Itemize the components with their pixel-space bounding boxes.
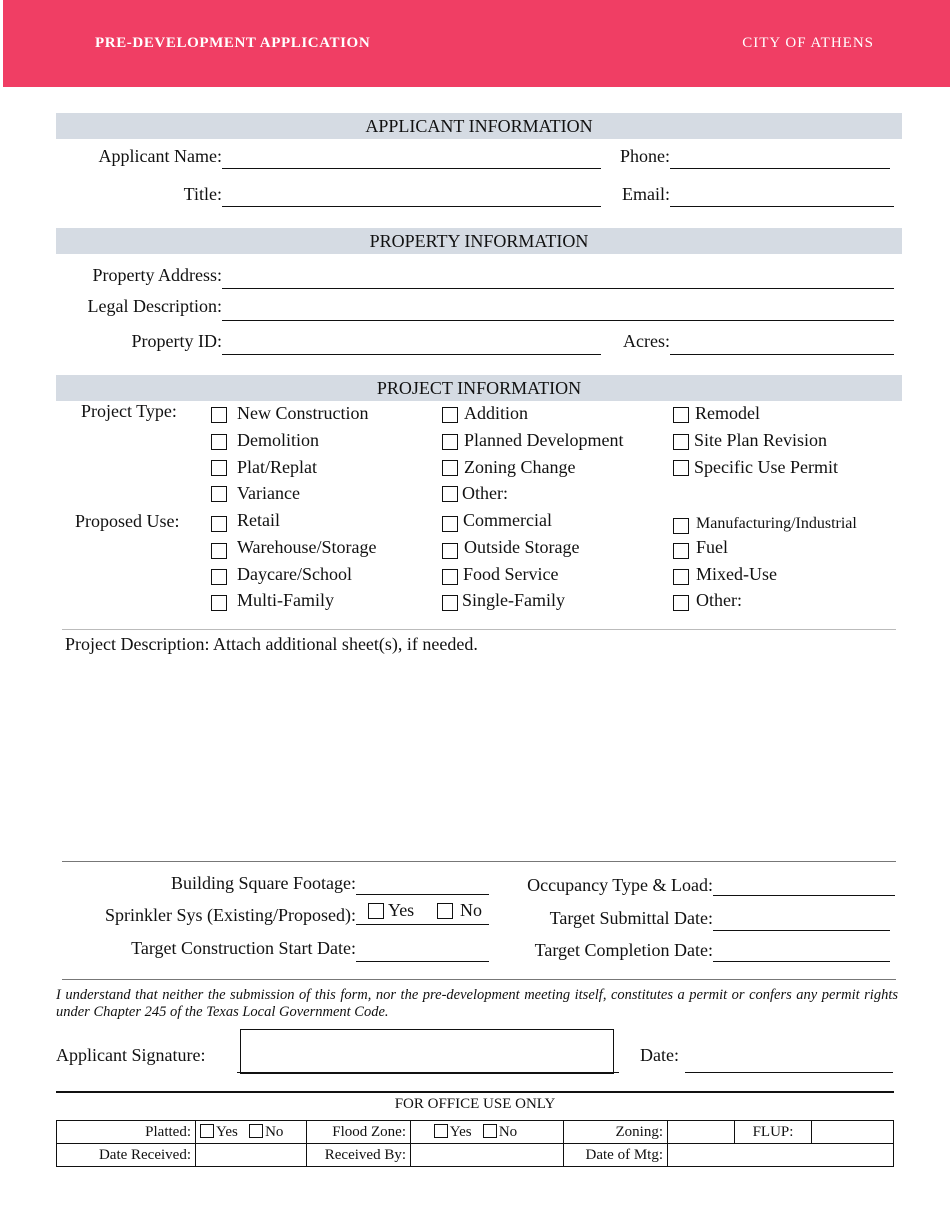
checkbox-fuel[interactable] xyxy=(673,543,689,559)
option-multi-family: Multi-Family xyxy=(237,590,335,610)
email-field[interactable] xyxy=(670,206,894,207)
signature-label: Applicant Signature: xyxy=(56,1045,206,1065)
checkbox-remodel[interactable] xyxy=(673,407,689,423)
applicant-name-field[interactable] xyxy=(222,168,601,169)
applicant-name-label: Applicant Name: xyxy=(98,146,222,166)
zoning-label: Zoning: xyxy=(564,1121,668,1144)
option-manufacturing-industrial: Manufacturing/Industrial xyxy=(696,515,857,532)
checkbox-daycare-school[interactable] xyxy=(211,569,227,585)
phone-field[interactable] xyxy=(670,168,890,169)
flood-yes-checkbox[interactable] xyxy=(434,1124,448,1138)
option-zoning-change: Zoning Change xyxy=(464,457,576,477)
checkbox-manufacturing-industrial[interactable] xyxy=(673,518,689,534)
date-received-label: Date Received: xyxy=(57,1144,196,1167)
signature-underline xyxy=(237,1072,619,1073)
checkbox-single-family[interactable] xyxy=(442,595,458,611)
platted-yes-label: Yes xyxy=(216,1123,238,1140)
checkbox-planned-development[interactable] xyxy=(442,434,458,450)
phone-label: Phone: xyxy=(619,146,670,166)
legal-description-field[interactable] xyxy=(222,320,894,321)
acres-field[interactable] xyxy=(670,354,894,355)
sprinkler-field-line xyxy=(356,924,489,925)
property-section-header: PROPERTY INFORMATION xyxy=(56,228,902,254)
checkbox-variance[interactable] xyxy=(211,486,227,502)
option-daycare-school: Daycare/School xyxy=(237,564,352,584)
target-submittal-label: Target Submittal Date: xyxy=(549,908,713,928)
sprinkler-no-checkbox[interactable] xyxy=(437,903,453,919)
option-mixed-use: Mixed-Use xyxy=(696,564,777,584)
option-food-service: Food Service xyxy=(463,564,559,584)
property-id-field[interactable] xyxy=(222,354,601,355)
option-single-family: Single-Family xyxy=(462,590,565,610)
flup-label: FLUP: xyxy=(735,1121,812,1144)
checkbox-demolition[interactable] xyxy=(211,434,227,450)
option-addition: Addition xyxy=(464,403,529,423)
office-divider xyxy=(56,1091,894,1093)
target-completion-field[interactable] xyxy=(713,961,890,962)
checkbox-specific-use-permit[interactable] xyxy=(673,460,689,476)
date-received-field[interactable] xyxy=(196,1144,307,1167)
city-name: CITY OF ATHENS xyxy=(742,35,874,51)
zoning-field[interactable] xyxy=(668,1121,735,1144)
sprinkler-yes-label: Yes xyxy=(388,900,415,920)
flood-no-label: No xyxy=(498,1123,518,1140)
option-fuel: Fuel xyxy=(696,537,729,557)
checkbox-commercial[interactable] xyxy=(442,516,458,532)
platted-label: Platted: xyxy=(57,1121,196,1144)
signature-date-label: Date: xyxy=(640,1045,679,1065)
checkbox-zoning-change[interactable] xyxy=(442,460,458,476)
target-submittal-field[interactable] xyxy=(713,930,890,931)
target-completion-label: Target Completion Date: xyxy=(534,940,713,960)
checkbox-site-plan-revision[interactable] xyxy=(673,434,689,450)
platted-yes-checkbox[interactable] xyxy=(200,1124,214,1138)
platted-options xyxy=(196,1121,307,1144)
checkbox-new-construction[interactable] xyxy=(211,407,227,423)
flood-no-checkbox[interactable] xyxy=(483,1124,497,1138)
checkbox-addition[interactable] xyxy=(442,407,458,423)
checkbox-food-service[interactable] xyxy=(442,569,458,585)
sprinkler-yes-checkbox[interactable] xyxy=(368,903,384,919)
divider xyxy=(62,979,896,980)
header-banner xyxy=(3,0,950,87)
option-plat-replat: Plat/Replat xyxy=(237,457,317,477)
email-label: Email: xyxy=(622,184,670,204)
project-description-label: Project Description: Attach additional sheet(s), if needed. xyxy=(65,634,478,654)
checkbox-outside-storage[interactable] xyxy=(442,543,458,559)
acres-label: Acres: xyxy=(623,331,670,351)
disclaimer-text: I understand that neither the submission of this form, nor the pre-development meeting itself, constitutes a permit or confers any permit rights under Chapter 245 of the Texas Local Government Code. xyxy=(56,987,898,1020)
date-of-mtg-label: Date of Mtg: xyxy=(564,1144,668,1167)
option-planned-development: Planned Development xyxy=(464,430,624,450)
option-retail: Retail xyxy=(237,510,280,530)
platted-no-checkbox[interactable] xyxy=(249,1124,263,1138)
property-id-label: Property ID: xyxy=(131,331,222,351)
checkbox-multi-family[interactable] xyxy=(211,595,227,611)
option-type-other: Other: xyxy=(462,483,508,503)
flup-field[interactable] xyxy=(812,1121,894,1144)
title-field[interactable] xyxy=(222,206,601,207)
divider xyxy=(62,861,896,862)
legal-description-label: Legal Description: xyxy=(87,296,222,316)
occupancy-field[interactable] xyxy=(713,895,895,896)
flood-yes-label: Yes xyxy=(449,1123,472,1140)
divider xyxy=(62,629,896,630)
sprinkler-no-label: No xyxy=(460,900,482,920)
project-description-area[interactable] xyxy=(62,660,896,860)
construction-start-field[interactable] xyxy=(356,961,489,962)
flood-zone-label: Flood Zone: xyxy=(307,1121,411,1144)
option-specific-use-permit: Specific Use Permit xyxy=(694,457,838,477)
proposed-use-label: Proposed Use: xyxy=(75,511,180,531)
checkbox-type-other[interactable] xyxy=(442,486,458,502)
checkbox-plat-replat[interactable] xyxy=(211,460,227,476)
option-demolition: Demolition xyxy=(237,430,319,450)
option-variance: Variance xyxy=(237,483,300,503)
signature-date-field[interactable] xyxy=(685,1072,893,1073)
option-outside-storage: Outside Storage xyxy=(464,537,580,557)
platted-no-label: No xyxy=(265,1123,284,1140)
option-warehouse-storage: Warehouse/Storage xyxy=(237,537,377,557)
date-of-mtg-field[interactable] xyxy=(668,1144,894,1167)
received-by-label: Received By: xyxy=(307,1144,411,1167)
property-address-label: Property Address: xyxy=(92,265,222,285)
option-remodel: Remodel xyxy=(695,403,760,423)
received-by-field[interactable] xyxy=(411,1144,564,1167)
construction-start-label: Target Construction Start Date: xyxy=(131,938,356,958)
option-commercial: Commercial xyxy=(463,510,552,530)
flood-zone-options xyxy=(411,1121,564,1144)
option-site-plan-revision: Site Plan Revision xyxy=(694,430,828,450)
checkbox-warehouse-storage[interactable] xyxy=(211,543,227,559)
form-title: PRE-DEVELOPMENT APPLICATION xyxy=(95,35,371,51)
option-new-construction: New Construction xyxy=(237,403,369,423)
signature-box[interactable] xyxy=(240,1029,614,1074)
building-sqft-label: Building Square Footage: xyxy=(171,873,356,893)
applicant-section-header: APPLICANT INFORMATION xyxy=(56,113,902,139)
occupancy-label: Occupancy Type & Load: xyxy=(527,875,713,895)
project-section-header: PROJECT INFORMATION xyxy=(56,375,902,401)
checkbox-retail[interactable] xyxy=(211,516,227,532)
checkbox-mixed-use[interactable] xyxy=(673,569,689,585)
office-use-title: FOR OFFICE USE ONLY xyxy=(394,1096,556,1112)
title-label: Title: xyxy=(183,184,222,204)
building-sqft-field[interactable] xyxy=(356,894,489,895)
option-use-other: Other: xyxy=(696,590,742,610)
office-use-table xyxy=(56,1120,894,1167)
property-address-field[interactable] xyxy=(222,288,894,289)
sprinkler-label: Sprinkler Sys (Existing/Proposed): xyxy=(105,905,356,925)
checkbox-use-other[interactable] xyxy=(673,595,689,611)
project-type-label: Project Type: xyxy=(81,401,177,421)
